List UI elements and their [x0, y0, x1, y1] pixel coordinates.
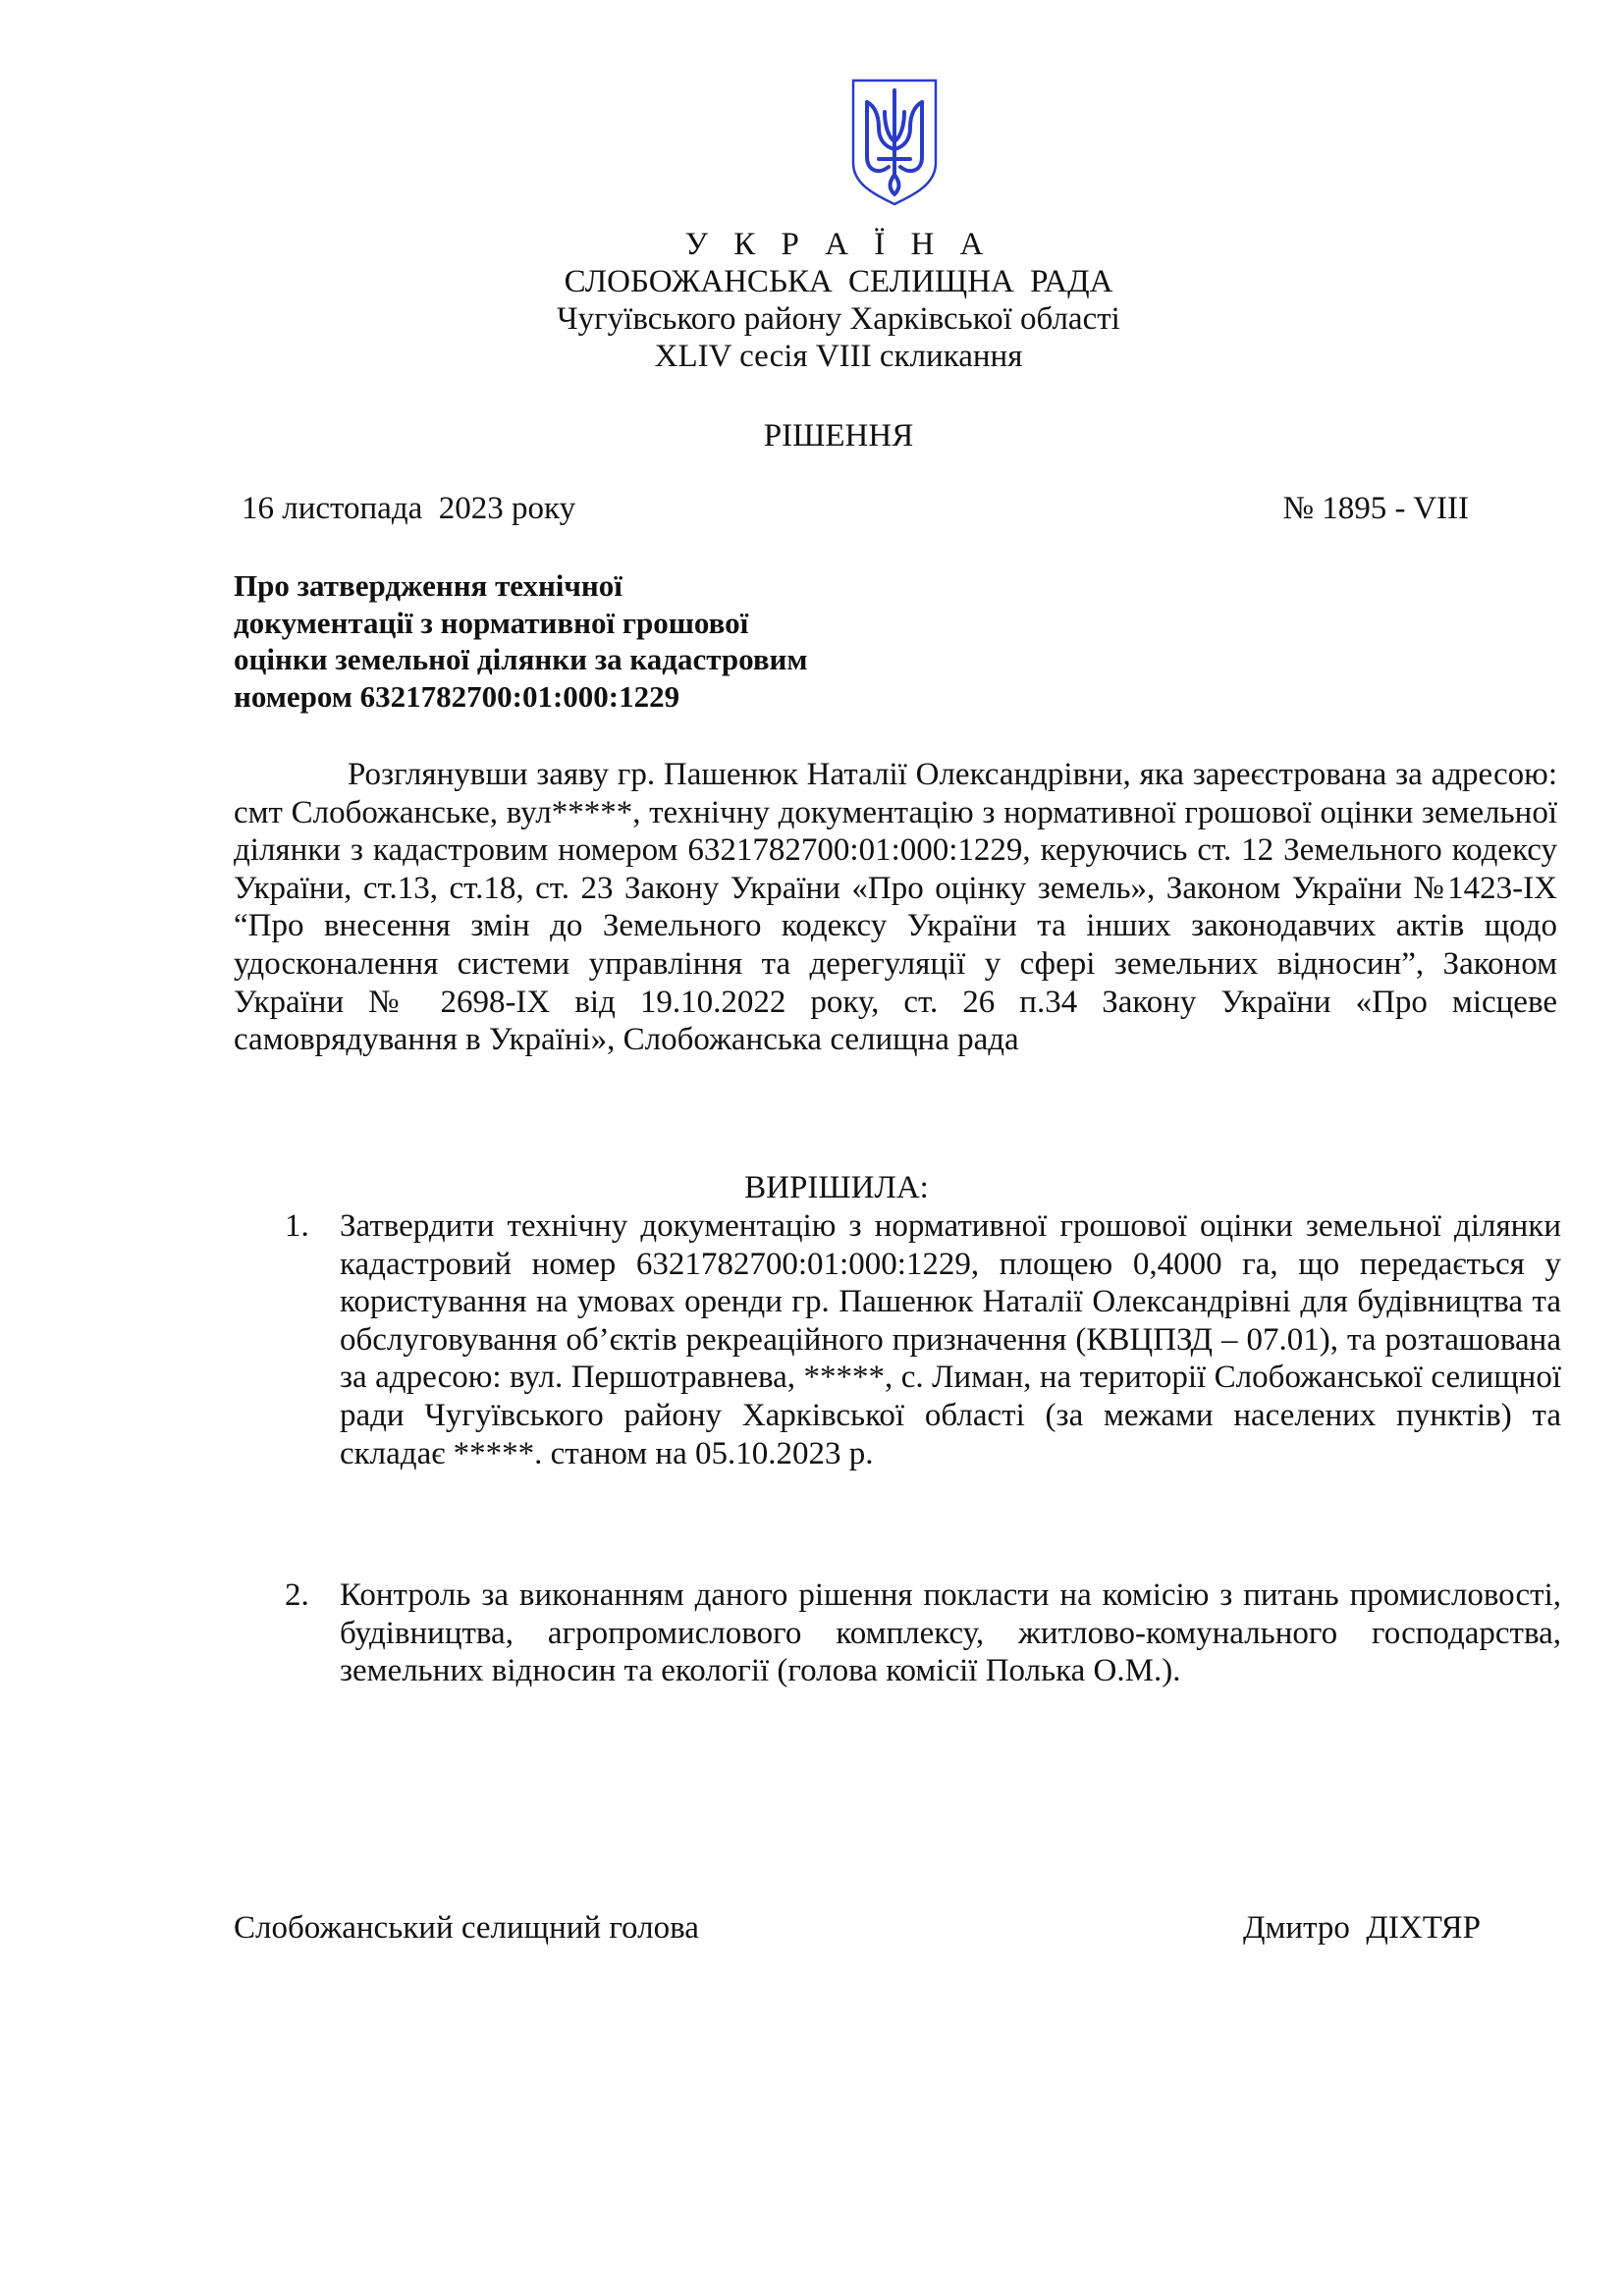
signatory-title: Слобожанський селищний голова [234, 1910, 699, 1946]
decided-heading: ВИРІШИЛА: [744, 1170, 929, 1205]
signatory-name: Дмитро ДІХТЯР [1243, 1910, 1481, 1946]
item-number: 1. [285, 1208, 309, 1244]
district-name: Чугуївського району Харківської області [557, 301, 1120, 337]
decision-subject [234, 567, 921, 715]
council-name: СЛОБОЖАНСЬКА СЕЛИЩНА РАДА [564, 264, 1113, 299]
item-number: 2. [285, 1577, 309, 1613]
document-type: РІШЕННЯ [763, 418, 914, 454]
preamble-paragraph: Розглянувши заяву гр. Пашенюк Наталії Олександрівни, яка зареєстрована за адресою: смт Слобожанське, вул*****, технічну документацію з нормативної грошової оцінки земельної ділянки з кадастровим номером 6321782700:01:000:1229, керуючись ст. 12 Земельного кодексу України, ст.13, ст.18, ст. 23 Закону України «Про оцінку земель», Законом України №1423-IX “Про внесення змін до Земельного кодексу України та інших законодавчих актів щодо удосконалення системи управління та дерегуляції у сфері земельних відносин”, Законом України № 2698-IX від 19.10.2022 року, ст. 26 п.34 Закону України «Про місцеве самоврядування в Україні», Слобожанська селищна рада [234, 757, 1557, 1058]
item-text: Контроль за виконанням даного рішення покласти на комісію з питань промисловості, будівництва, агропромислового комплексу, житлово-комунального господарства, земельних відносин та екології (голова комісії Полька О.М.). [340, 1577, 1561, 1689]
subject-line: документації з нормативної грошової [234, 605, 749, 640]
subject-line: оцінки земельної ділянки за кадастровим [234, 642, 808, 676]
ukraine-coat-of-arms-icon [849, 77, 940, 208]
subject-line: номером 6321782700:01:000:1229 [234, 678, 680, 714]
decision-number: № 1895 - VIII [1282, 491, 1469, 526]
item-text: Затвердити технічну документацію з нормативної грошової оцінки земельної ділянки кадастровий номер 6321782700:01:000:1229, площею 0,4000 га, що передається у користування на умовах оренди гр. Пашенюк Наталії Олександрівні для будівництва та обслуговування об’єктів рекреаційного призначення (КВЦПЗД – 07.01), та розташована за адресою: вул. Першотравнева, *****, с. Лиман, на території Слобожанської селищної ради Чугуївського району Харківської області (за межами населених пунктів) та складає *****. станом на 05.10.2023 р. [340, 1208, 1561, 1471]
subject-line: Про затвердження технічної [234, 568, 623, 603]
country-name: У К Р А Ї Н А [684, 227, 993, 262]
decision-item [285, 1207, 1561, 1472]
decision-date: 16 листопада 2023 року [242, 491, 576, 526]
session-info: XLIV сесія VIII скликання [654, 339, 1023, 374]
decision-item [285, 1576, 1561, 1690]
